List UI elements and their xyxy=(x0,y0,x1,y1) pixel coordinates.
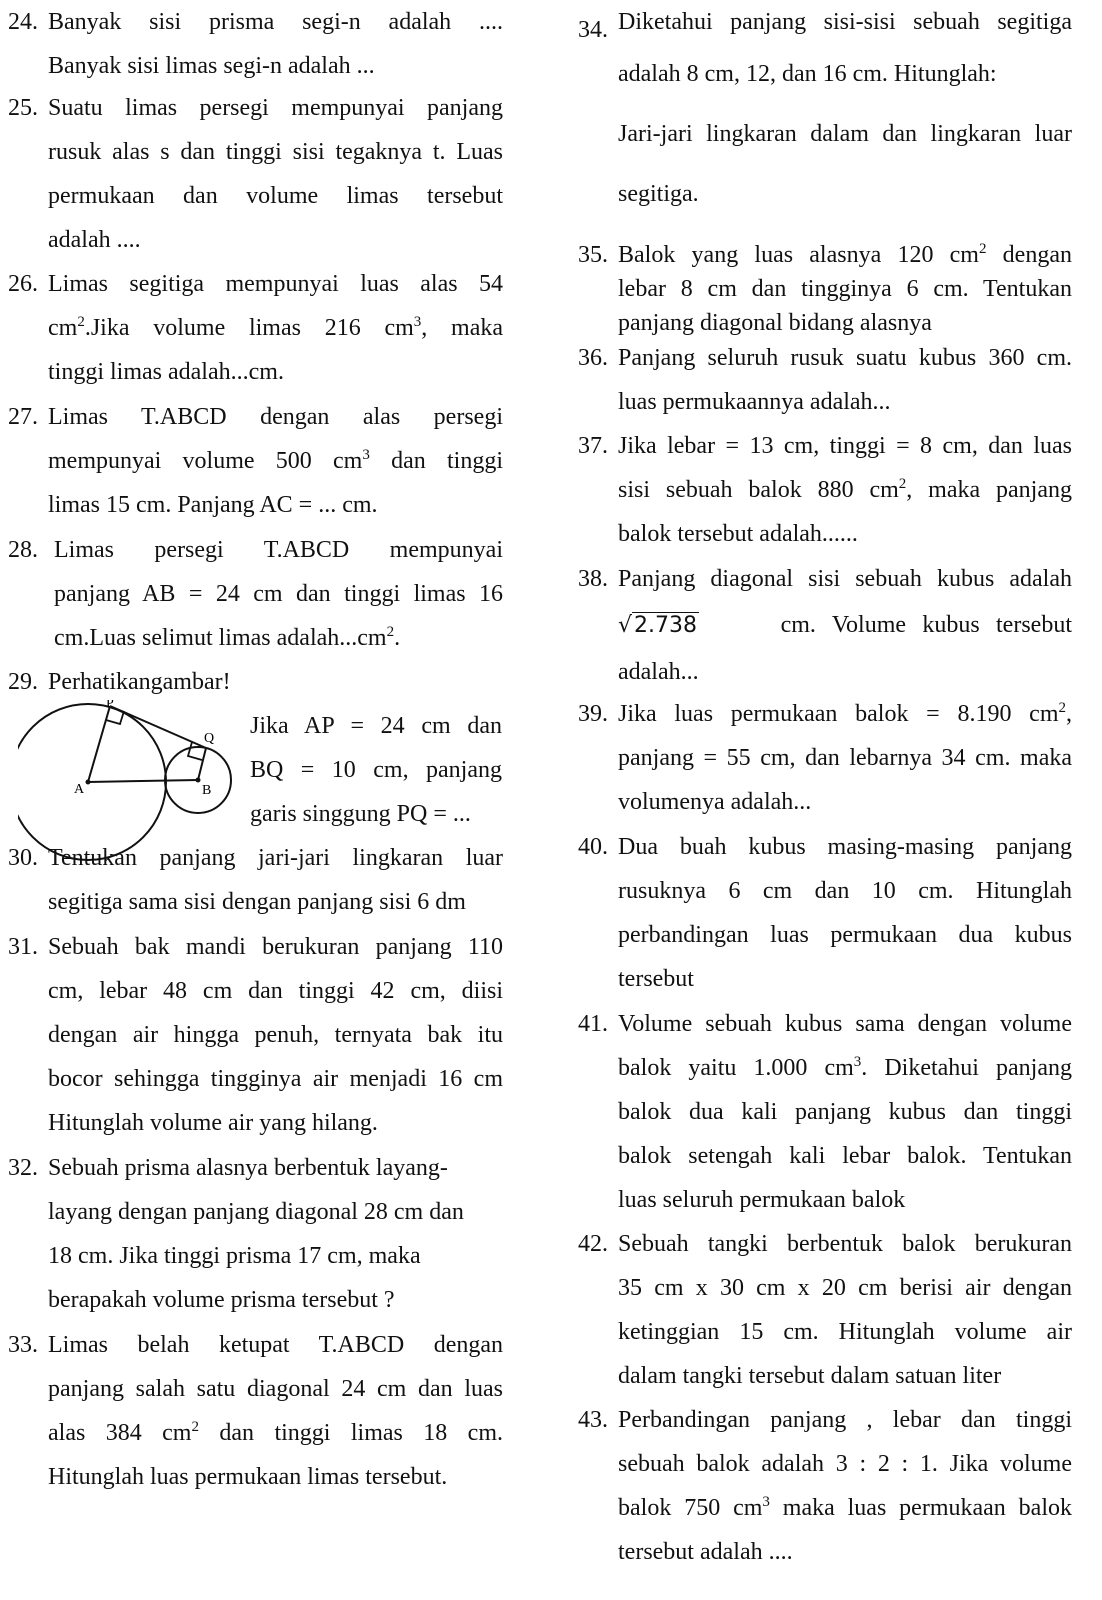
question-32 xyxy=(8,1146,503,1322)
question-text: panjang salah satu diagonal 24 cm dan luas xyxy=(48,1376,503,1402)
question-text: sisi sebuah balok 880 $cm^2$, maka panjang xyxy=(618,476,1072,503)
question-text: panjang AB = 24 cm dan tinggi limas 16 xyxy=(54,581,503,607)
question-text: panjang diagonal bidang alasnya xyxy=(618,310,932,336)
question-number: 40. xyxy=(578,834,608,860)
point-b xyxy=(196,778,201,783)
question-33 xyxy=(8,1323,503,1499)
question-text: $cm^2.Jika$ volume limas 216 $cm^3$, maka xyxy=(48,314,503,341)
question-text: Jika luas permukaan balok = 8.190 $cm^2$, xyxy=(618,700,1072,727)
question-text: lebar 8 cm dan tingginya 6 cm. Tentukan xyxy=(618,276,1072,302)
label-q: Q xyxy=(204,731,215,746)
question-text: rusuk alas s dan tinggi sisi tegaknya t. Luas xyxy=(48,139,503,165)
question-number: 25. xyxy=(8,95,38,121)
question-text: tersebut xyxy=(618,966,694,992)
point-a xyxy=(86,780,91,785)
question-text: balok yaitu 1.000 $cm^3$. Diketahui panjang xyxy=(618,1054,1072,1081)
question-text: berapakah volume prisma tersebut ? xyxy=(48,1287,395,1313)
question-text: Panjang seluruh rusuk suatu kubus 360 cm. xyxy=(618,345,1072,371)
question-28 xyxy=(8,528,503,660)
question-text: BQ = 10 cm, panjang xyxy=(250,757,502,783)
question-27 xyxy=(8,395,503,527)
question-text: volumenya adalah... xyxy=(618,789,812,815)
question-42 xyxy=(578,1222,1072,1398)
question-number: 26. xyxy=(8,271,38,297)
question-30 xyxy=(8,836,503,924)
question-38 xyxy=(578,556,1072,695)
question-text: Suatu limas persegi mempunyai panjang xyxy=(48,95,503,121)
question-text: Jika lebar = 13 cm, tinggi = 8 cm, dan luas xyxy=(618,433,1072,459)
question-text: Balok yang luas alasnya 120 $cm^2$ dengan xyxy=(618,241,1072,268)
question-text: Perbandingan panjang , lebar dan tinggi xyxy=(618,1407,1072,1433)
question-text: balok setengah kali lebar balok. Tentukan xyxy=(618,1143,1072,1169)
question-text: Jika AP = 24 cm dan xyxy=(250,713,502,739)
question-text: luas permukaannya adalah... xyxy=(618,389,891,415)
question-text: balok dua kali panjang kubus dan tinggi xyxy=(618,1099,1072,1125)
question-text: Sebuah prisma alasnya berbentuk layang- xyxy=(48,1155,448,1181)
question-number: 34. xyxy=(578,17,608,43)
question-text: √2.738 cm. Volume kubus tersebut xyxy=(618,612,1072,638)
label-p: P xyxy=(106,700,114,711)
question-number: 27. xyxy=(8,404,38,430)
question-text: 18 cm. Jika tinggi prisma 17 cm, maka xyxy=(48,1243,421,1269)
question-text: Hitunglah luas permukaan limas tersebut. xyxy=(48,1464,448,1490)
question-number: 39. xyxy=(578,701,608,727)
question-text: Limas T.ABCD dengan alas persegi xyxy=(48,404,503,430)
question-text: mempunyai volume 500 $cm^3$ dan tinggi xyxy=(48,447,504,474)
question-text: Hitunglah volume air yang hilang. xyxy=(48,1110,378,1136)
question-text: adalah... xyxy=(618,659,699,685)
question-number: 30. xyxy=(8,845,38,871)
question-number: 24. xyxy=(8,9,38,35)
question-text: adalah .... xyxy=(48,227,141,253)
question-text: dalam tangki tersebut dalam satuan liter xyxy=(618,1363,1002,1389)
question-text: segitiga sama sisi dengan panjang sisi 6 dm xyxy=(48,889,466,915)
question-text: adalah 8 cm, 12, dan 16 cm. Hitunglah: xyxy=(618,61,997,87)
question-text: Limas persegi T.ABCD mempunyai xyxy=(54,537,503,563)
question-text: Tentukan panjang jari-jari lingkaran luar xyxy=(48,845,503,871)
question-text: tersebut adalah .... xyxy=(618,1539,793,1565)
question-text: Panjang diagonal sisi sebuah kubus adalah xyxy=(618,566,1072,592)
segment-ab xyxy=(88,780,198,782)
question-text: dengan air hingga penuh, ternyata bak itu xyxy=(48,1022,503,1048)
question-number: 36. xyxy=(578,345,608,371)
question-43 xyxy=(578,1398,1072,1574)
question-text: Diketahui panjang sisi-sisi sebuah segitiga xyxy=(618,9,1072,35)
question-text: Banyak sisi limas segi-n adalah ... xyxy=(48,53,375,79)
question-text: limas 15 cm. Panjang AC = ... cm. xyxy=(48,492,378,518)
question-number: 35. xyxy=(578,242,608,268)
question-number: 32. xyxy=(8,1155,38,1181)
question-text: Limas belah ketupat T.ABCD dengan xyxy=(48,1332,503,1358)
question-40 xyxy=(578,825,1072,1001)
question-41 xyxy=(578,1002,1072,1222)
question-number: 41. xyxy=(578,1011,608,1037)
question-text: Volume sebuah kubus sama dengan volume xyxy=(618,1011,1072,1037)
question-text: luas seluruh permukaan balok xyxy=(618,1187,906,1213)
question-text: Dua buah kubus masing-masing panjang xyxy=(618,834,1072,860)
question-text: cm, lebar 48 cm dan tinggi 42 cm, diisi xyxy=(48,978,503,1004)
question-34 xyxy=(578,0,1072,224)
question-text: garis singgung PQ = ... xyxy=(250,801,471,827)
question-text: Perhatikangambar! xyxy=(48,669,231,695)
question-number: 42. xyxy=(578,1231,608,1257)
question-24 xyxy=(8,0,503,88)
question-text: segitiga. xyxy=(618,181,699,207)
question-number: 33. xyxy=(8,1332,38,1358)
question-36 xyxy=(578,336,1072,424)
square-root-expression: √2.738 xyxy=(618,613,698,638)
label-b: B xyxy=(202,783,212,798)
radius-bq xyxy=(198,748,206,780)
question-text: Limas segitiga mempunyai luas alas 54 xyxy=(48,271,503,297)
question-29 xyxy=(8,660,503,704)
question-number: 31. xyxy=(8,934,38,960)
question-text: ketinggian 15 cm. Hitunglah volume air xyxy=(618,1319,1072,1345)
question-text: sebuah balok adalah 3 : 2 : 1. Jika volume xyxy=(618,1451,1072,1477)
question-text: balok 750 $cm^3$ maka luas permukaan balok xyxy=(618,1494,1072,1521)
question-text: 35 cm x 30 cm x 20 cm berisi air dengan xyxy=(618,1275,1072,1301)
question-35 xyxy=(578,238,1072,340)
question-text: Sebuah tangki berbentuk balok berukuran xyxy=(618,1231,1072,1257)
question-text: alas 384 $cm^2$ dan tinggi limas 18 cm. xyxy=(48,1419,503,1446)
question-text: panjang = 55 cm, dan lebarnya 34 cm. maka xyxy=(618,745,1072,771)
question-text: rusuknya 6 cm dan 10 cm. Hitunglah xyxy=(618,878,1072,904)
question-39 xyxy=(578,692,1072,824)
question-number: 38. xyxy=(578,566,608,592)
question-text: balok tersebut adalah...... xyxy=(618,521,858,547)
question-text: cm.Luas selimut limas $adalah...cm^2$. xyxy=(54,624,401,651)
question-text: perbandingan luas permukaan dua kubus xyxy=(618,922,1072,948)
question-26 xyxy=(8,262,503,394)
question-number: 37. xyxy=(578,433,608,459)
question-text: Sebuah bak mandi berukuran panjang 110 xyxy=(48,934,503,960)
radius-ap xyxy=(88,706,110,782)
question-37 xyxy=(578,424,1072,556)
question-text: tinggi limas adalah...cm. xyxy=(48,359,284,385)
question-text: layang dengan panjang diagonal 28 cm dan xyxy=(48,1199,464,1225)
question-25 xyxy=(8,86,503,262)
question-29-text xyxy=(250,704,502,836)
question-text: bocor sehingga tingginya air menjadi 16 cm xyxy=(48,1066,503,1092)
question-number: 28. xyxy=(8,537,38,563)
label-a: A xyxy=(74,782,85,797)
question-text: permukaan dan volume limas tersebut xyxy=(48,183,503,209)
question-text: Banyak sisi prisma segi-n adalah .... xyxy=(48,9,503,35)
question-text: Jari-jari lingkaran dalam dan lingkaran luar xyxy=(618,121,1072,147)
question-number: 43. xyxy=(578,1407,608,1433)
question-31 xyxy=(8,925,503,1145)
question-number: 29. xyxy=(8,669,38,695)
